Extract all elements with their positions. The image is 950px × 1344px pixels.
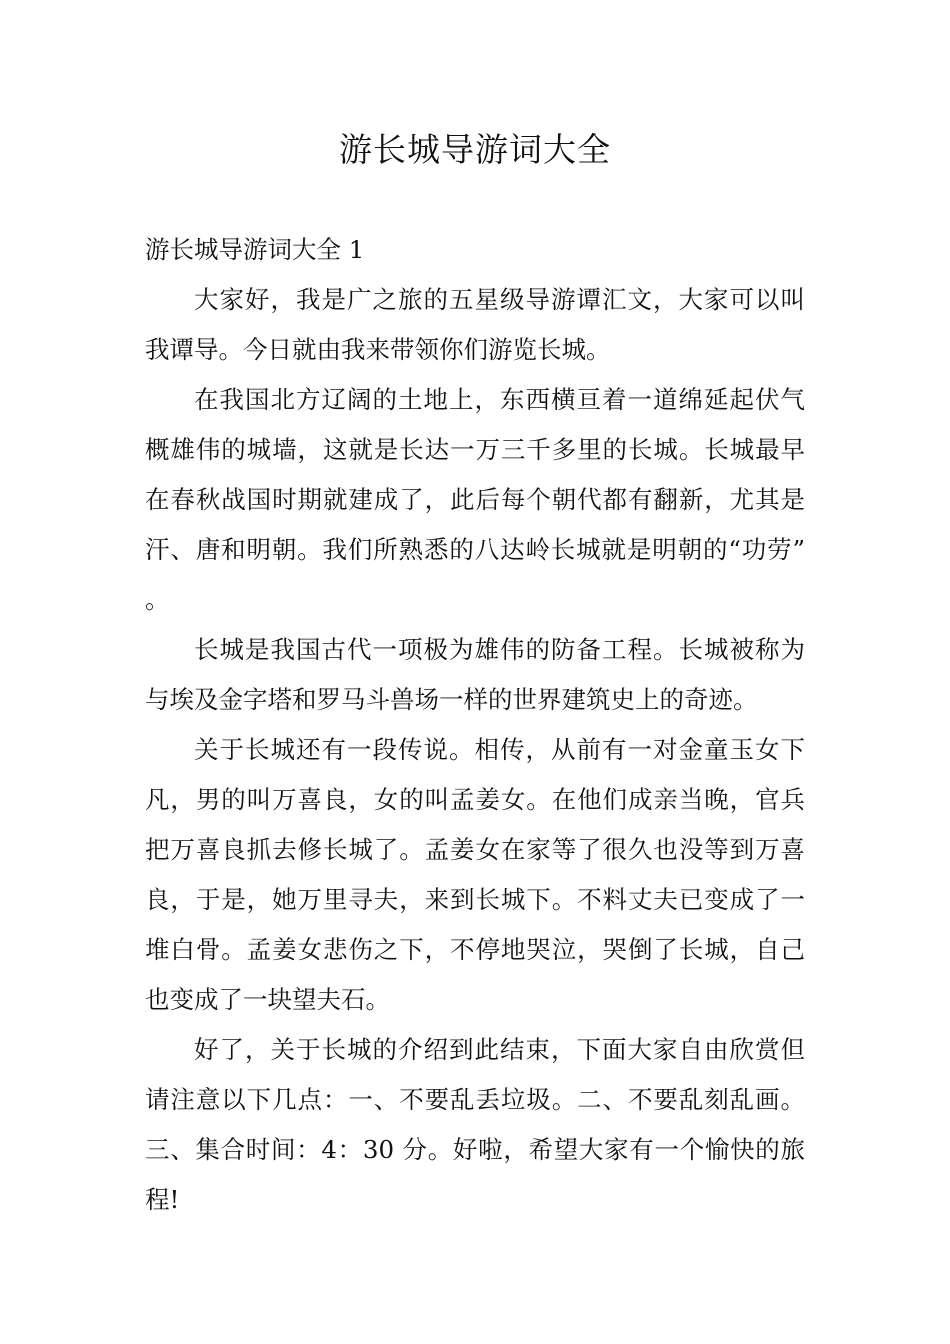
paragraph-closing: 好了，关于长城的介绍到此结束，下面大家自由欣赏但请注意以下几点：一、不要乱丢垃圾。二、不要乱刻乱画。三、集合时间：4：30 分。好啦，希望大家有一个愉快的旅程! [145,1035,805,1214]
paragraph-greeting: 大家好，我是广之旅的五星级导游谭汇文，大家可以叫我谭导。今日就由我来带领你们游览长城。 [145,285,805,364]
paragraph-wonder: 长城是我国古代一项极为雄伟的防备工程。长城被称为与埃及金字塔和罗马斗兽场一样的世界建筑史上的奇迹。 [145,635,805,714]
paragraph-legend: 关于长城还有一段传说。相传，从前有一对金童玉女下凡，男的叫万喜良，女的叫孟姜女。在他们成亲当晚，官兵把万喜良抓去修长城了。孟姜女在家等了很久也没等到万喜良，于是，她万里寻夫，来到长城下。不料丈夫已变成了一堆白骨。孟姜女悲伤之下，不停地哭泣，哭倒了长城，自己也变成了一块望夫石。 [145,735,805,1014]
document-body [145,225,805,1225]
paragraph-history: 在我国北方辽阔的土地上，东西横亘着一道绵延起伏气概雄伟的城墙，这就是长达一万三千多里的长城。长城最早在春秋战国时期就建成了，此后每个朝代都有翻新，尤其是汗、唐和明朝。我们所熟悉的八达岭长城就是明朝的“功劳”。 [145,385,805,614]
section-heading: 游长城导游词大全 1 [145,235,365,264]
document-title: 游长城导游词大全 [339,130,611,169]
